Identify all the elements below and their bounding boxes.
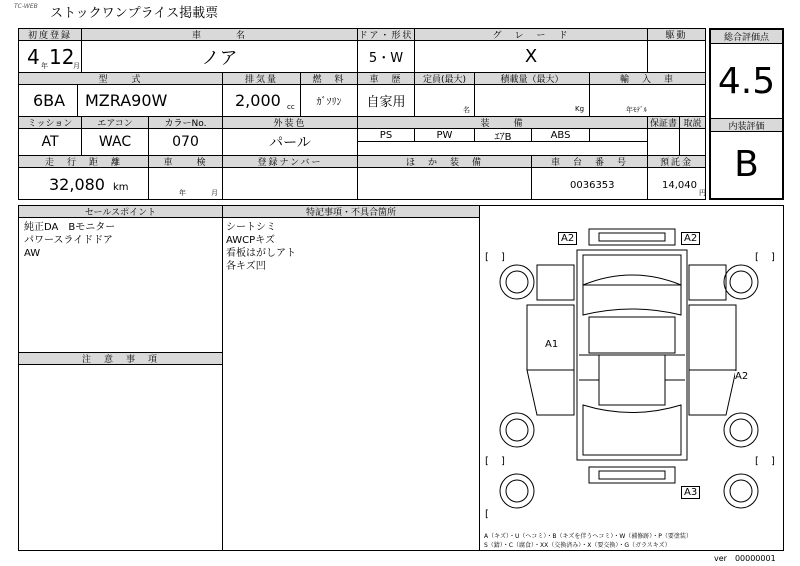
load-unit: Kg [575,105,585,113]
disp-value [222,84,301,117]
svg-text:[: [ [755,456,759,467]
price-unit: 円 [699,189,706,197]
sales-label: セールスポイント [18,205,223,218]
interior-label: 内装評価 [711,118,782,132]
equip-5 [589,128,648,142]
month-unit: 月 [73,62,80,70]
exterior-value: パール [222,128,358,156]
plate-value [222,167,358,200]
chassis-label: 車 台 番 号 [531,155,648,168]
color-no-label: カラーNo. [148,116,223,129]
mission-value: AT [18,128,82,156]
equip-label: 装 備 [357,116,648,129]
note-line: 各キズ凹 [226,261,266,272]
model-value [18,84,223,117]
legend-line-2: S（錆）・C（腐食）・XX（交換済み）・X（要交換）・G（ガラスキズ） [484,542,671,549]
damage-mark: A2 [735,371,749,382]
grade-value: X [414,40,648,73]
drive-label: 駆動 [647,28,706,41]
color-no-value: 070 [148,128,223,156]
page-title: ストックワンプライス掲載票 [50,6,219,21]
caution-label: 注 意 事 項 [18,352,223,365]
manual-label: 取説 [679,116,706,129]
car-name: ノア [81,40,358,73]
load-label: 積載量（最大） [474,72,590,85]
inspection-month-unit: 月 [211,189,218,197]
equip-row2 [357,141,648,156]
disp-unit: cc [287,103,295,111]
import-label: 輸 入 車 [589,72,706,85]
model-label: 型 式 [18,72,223,85]
chassis-number: 0036353 [570,180,615,191]
manual-value [679,128,706,156]
import-value [589,84,706,117]
score-box [709,28,784,200]
drive-value [647,40,706,73]
svg-text:[: [ [485,456,489,467]
damage-mark: A3 [681,486,700,499]
score-value: 4.5 [717,60,776,102]
inspection-year-unit: 年 [179,189,186,197]
equip-3: ｴｱB [474,128,532,142]
disp-number: 2,000 [235,91,281,110]
door-value: 5・W [357,40,415,73]
damage-mark: A2 [558,232,577,245]
price-label: 預託金 [647,155,706,168]
door-label: ドア・形状 [357,28,415,41]
ac-label: エアコン [81,116,149,129]
svg-text:[: [ [755,252,759,263]
mileage-number: 32,080 [49,175,105,194]
sales-point: AW [24,248,41,259]
legend-line-1: A（キズ）・U（ヘコミ）・B（キズを伴うヘコミ）・W（補修跡）・P（要塗装） [484,533,692,540]
disp-label: 排気量 [222,72,301,85]
capacity-label: 定員(最大) [414,72,475,85]
first-reg-value [18,40,82,73]
fuel-value: ｶﾞｿﾘﾝ [300,84,358,117]
history-label: 車 歴 [357,72,415,85]
svg-text:]: ] [501,252,505,263]
equip-2: PW [414,128,475,142]
first-reg-label: 初度登録 [18,28,82,41]
first-reg-year: 4 [27,45,40,69]
import-unit: 年ﾓﾃﾞﾙ [626,106,647,114]
other-equip-value [357,167,532,200]
equip-1: PS [357,128,415,142]
plate-label: 登録ナンバー [222,155,358,168]
svg-text:[: [ [485,252,489,263]
sales-point: パワースライドドア [24,235,113,246]
wheels [500,265,758,508]
interior-value: B [734,143,759,185]
bracket-marks [485,252,775,520]
history-value: 自家用 [357,84,415,117]
model-code: MZRA90W [85,91,168,110]
svg-text:]: ] [501,456,505,467]
notes-label: 特記事項・不具合箇所 [222,205,480,218]
year-unit: 年 [41,62,48,70]
fuel-label: 燃 料 [300,72,358,85]
warranty-value [647,128,680,156]
note-line: AWCPキズ [226,235,275,246]
first-reg-month: 12 [49,45,75,69]
damage-mark: A2 [681,232,700,245]
svg-text:]: ] [771,456,775,467]
chassis-value [531,167,648,200]
mileage-unit: km [113,182,129,193]
model-prefix: 6BA [33,91,66,110]
notes-lines [226,221,296,273]
inspection-value [148,167,223,200]
logo: TC-WEB [14,3,38,10]
version-label: ver 00000001 [714,554,776,563]
score-label: 総合評価点 [711,30,782,44]
inspection-label: 車 検 [148,155,223,168]
capacity-value [414,84,475,117]
note-line: シートシミ [226,222,276,233]
price-number: 14,040 [662,180,697,191]
svg-text:]: ] [771,252,775,263]
exterior-label: 外装色 [222,116,358,129]
equip-4: ABS [531,128,590,142]
ac-value: WAC [81,128,149,156]
sales-points [24,221,115,260]
warranty-label: 保証書 [647,116,680,129]
grade-label: グ レ ー ド [414,28,648,41]
mission-label: ミッション [18,116,82,129]
damage-mark: A1 [545,339,559,350]
note-line: 看板はがしアト [226,248,296,259]
svg-text:[: [ [485,509,489,520]
other-equip-label: ほ か 装 備 [357,155,532,168]
mileage-value [18,167,149,200]
load-value [474,84,590,117]
sales-point: 純正DA Bモニター [24,222,116,233]
price-value [647,167,706,200]
mileage-label: 走 行 距 離 [18,155,149,168]
name-label: 車 名 [81,28,358,41]
capacity-unit: 名 [463,106,470,114]
